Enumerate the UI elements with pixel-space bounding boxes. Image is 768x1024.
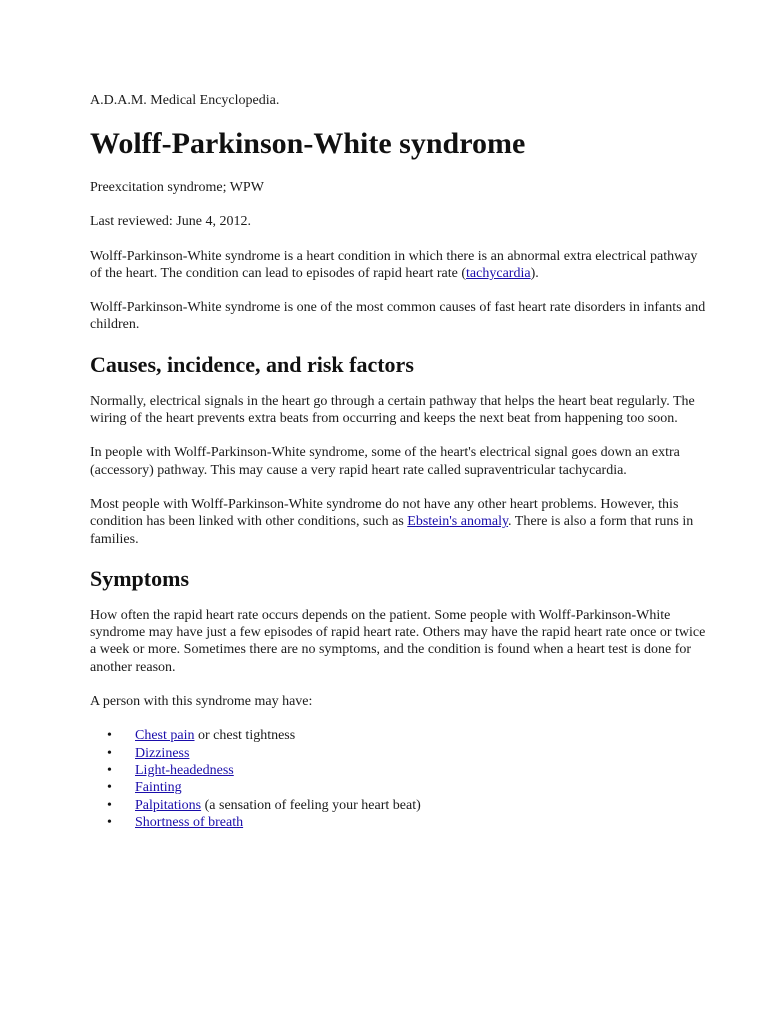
chest-pain-link[interactable]: Chest pain (135, 728, 195, 744)
list-item (107, 745, 708, 762)
palpitations-link[interactable]: Palpitations (135, 797, 202, 813)
causes-paragraph-3 (90, 496, 708, 548)
list-item-suffix: (a sensation of feeling your heart beat) (201, 797, 421, 813)
causes-heading: Causes, incidence, and risk factors (90, 351, 414, 377)
dizziness-link[interactable]: Dizziness (135, 745, 190, 761)
tachycardia-link[interactable]: tachycardia (466, 265, 531, 281)
alternate-names: Preexcitation syndrome; WPW (90, 180, 264, 195)
intro-paragraph-1 (90, 248, 708, 283)
ebsteins-anomaly-link[interactable]: Ebstein's anomaly (407, 514, 509, 530)
bullet-icon: • (107, 728, 112, 744)
shortness-of-breath-link[interactable]: Shortness of breath (135, 814, 244, 830)
list-item (107, 797, 708, 814)
causes-p3-text-after: . There is also a form that runs in families. (90, 514, 694, 547)
page-title: Wolff-Parkinson-White syndrome (90, 127, 526, 160)
symptoms-heading: Symptoms (90, 565, 190, 591)
list-item-suffix: or chest tightness (194, 728, 296, 744)
symptoms-paragraph-2: A person with this syndrome may have: (90, 694, 313, 710)
causes-paragraph-1: Normally, electrical signals in the heart go through a certain pathway that helps the heart beat regularly. The wiring of the heart prevents extra beats from occurring and keeps the next beat from happening too soon. (90, 393, 695, 427)
bullet-icon: • (107, 745, 112, 761)
bullet-icon: • (107, 814, 112, 830)
bullet-icon: • (107, 797, 112, 813)
intro-p1-text-before: Wolff-Parkinson-White syndrome is a heart condition in which there is an abnormal extra electrical pathway of the heart. The condition can lead to episodes of rapid heart rate ( (90, 248, 698, 281)
intro-p1-text-after: ). (530, 265, 539, 281)
bullet-icon: • (107, 780, 112, 796)
list-item (107, 727, 708, 744)
light-headedness-link[interactable]: Light-headedness (135, 762, 234, 778)
causes-paragraph-2: In people with Wolff-Parkinson-White syndrome, some of the heart's electrical signal goes down an extra (accessory) pathway. This may cause a very rapid heart rate called supraventricular tachycardia. (90, 445, 680, 478)
last-reviewed: Last reviewed: June 4, 2012. (90, 214, 251, 230)
list-item (107, 762, 708, 779)
source-attribution: A.D.A.M. Medical Encyclopedia. (90, 93, 280, 108)
list-item (107, 779, 708, 796)
causes-p3-text-before: Most people with Wolff-Parkinson-White syndrome do not have any other heart problems. However, this condition has been linked with other conditions, such as (90, 496, 679, 530)
intro-paragraph-2: Wolff-Parkinson-White syndrome is one of the most common causes of fast heart rate disorders in infants and children. (90, 300, 706, 333)
symptoms-paragraph-1: How often the rapid heart rate occurs depends on the patient. Some people with Wolff-Parkinson-White syndrome may have just a few episodes of rapid heart rate. Others may have the rapid heart rate once or twice a week or more. Sometimes there are no symptoms, and the condition is found when a heart test is done for another reason. (90, 607, 706, 675)
symptoms-list (90, 727, 708, 831)
list-item (107, 814, 708, 831)
bullet-icon: • (107, 762, 112, 778)
fainting-link[interactable]: Fainting (135, 780, 182, 796)
